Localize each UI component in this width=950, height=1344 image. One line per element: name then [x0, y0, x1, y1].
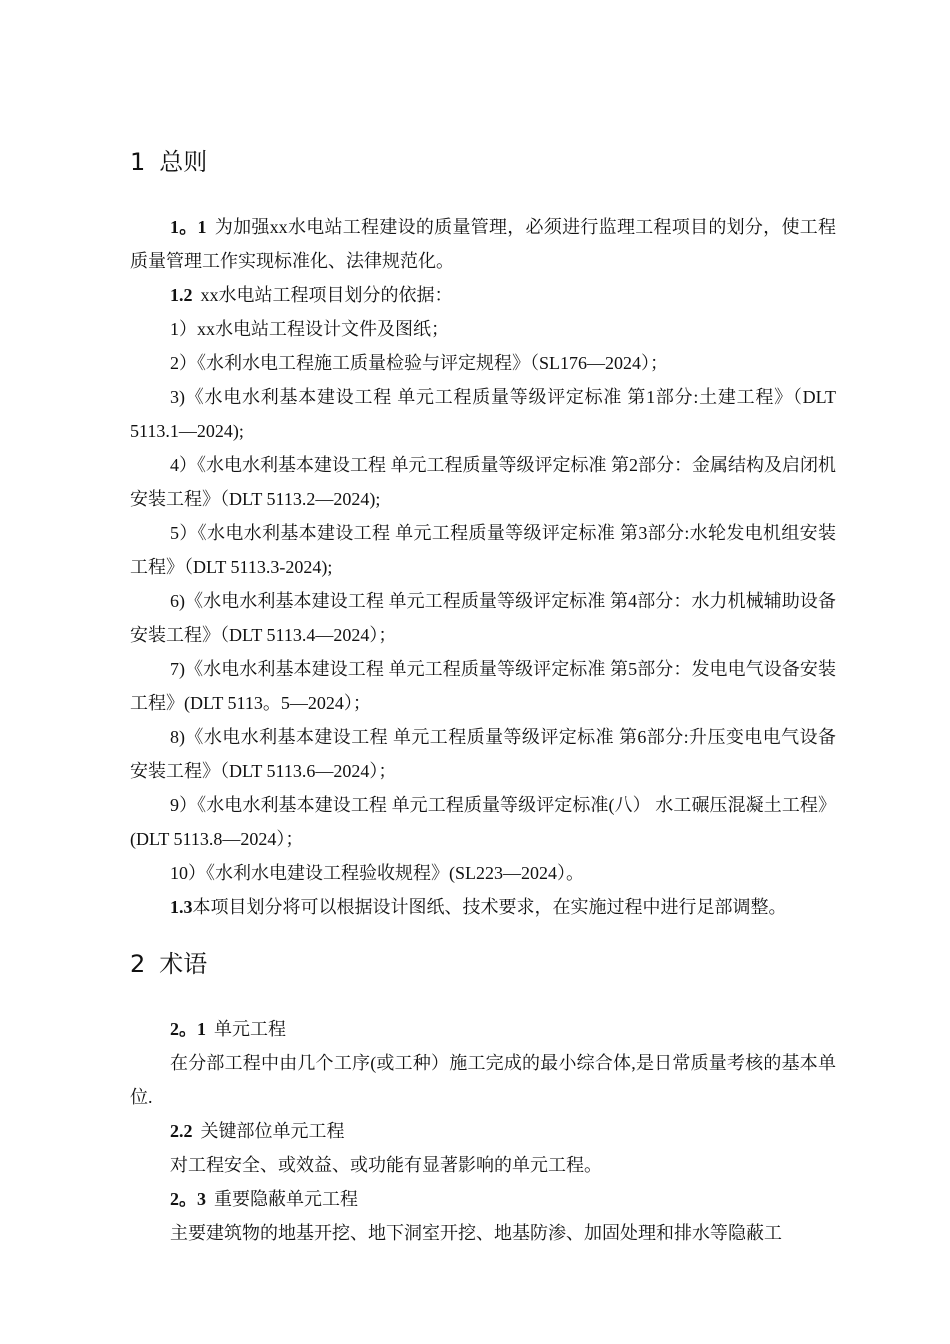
reference-item: 4）《水电水利基本建设工程 单元工程质量等级评定标准 第2部分：金属结构及启闭机安装工程》（DLT 5113.2—2024); [130, 455, 836, 509]
section-1-body [130, 210, 836, 924]
reference-item: 6)《水电水利基本建设工程 单元工程质量等级评定标准 第4部分：水力机械辅助设备安装工程》（DLT 5113.4—2024）； [130, 591, 836, 645]
term-number: 2。3 [170, 1189, 206, 1209]
term-name: 单元工程 [214, 1019, 286, 1039]
term-heading [130, 1012, 836, 1046]
section-number: 2 [130, 950, 146, 978]
reference-item: 3)《水电水利基本建设工程 单元工程质量等级评定标准 第1部分:土建工程》（DLT 5113.1—2024); [130, 387, 836, 441]
clause-number: 1。1 [170, 217, 207, 237]
term-number: 2.2 [170, 1121, 193, 1141]
clause-text: xx水电站工程项目划分的依据： [200, 285, 453, 305]
clause-1-2 [130, 278, 836, 312]
reference-item: 1）xx水电站工程设计文件及图纸； [170, 319, 449, 339]
term-definition: 在分部工程中由几个工序(或工种）施工完成的最小综合体,是日常质量考核的基本单位. [130, 1053, 836, 1107]
clause-text: 本项目划分将可以根据设计图纸、技术要求，在实施过程中进行足部调整。 [192, 897, 787, 917]
reference-item: 10）《水利水电建设工程验收规程》(SL223—2024）。 [170, 863, 584, 883]
term-name: 关键部位单元工程 [200, 1121, 345, 1141]
section-number: 1 [130, 148, 146, 176]
clause-number: 1.2 [170, 285, 193, 305]
section-2-heading [130, 944, 207, 979]
section-title: 总则 [159, 148, 208, 176]
clause-1-3 [130, 890, 836, 924]
reference-item: 8)《水电水利基本建设工程 单元工程质量等级评定标准 第6部分:升压变电电气设备安装工程》（DLT 5113.6—2024）； [130, 727, 836, 781]
section-1-heading [130, 142, 207, 177]
section-title: 术语 [159, 950, 208, 978]
section-2-body [130, 1012, 836, 1250]
term-definition: 主要建筑物的地基开挖、地下洞室开挖、地基防渗、加固处理和排水等隐蔽工 [170, 1223, 782, 1243]
reference-item: 2）《水利水电工程施工质量检验与评定规程》（SL176—2024）； [170, 353, 669, 373]
term-heading [130, 1182, 836, 1216]
term-number: 2。1 [170, 1019, 206, 1039]
reference-item: 5）《水电水利基本建设工程 单元工程质量等级评定标准 第3部分:水轮发电机组安装工程》（DLT 5113.3-2024); [130, 523, 836, 577]
reference-item: 9）《水电水利基本建设工程 单元工程质量等级评定标准(八） 水工碾压混凝土工程》(DLT 5113.8—2024）； [130, 795, 836, 849]
term-heading [130, 1114, 836, 1148]
term-name: 重要隐蔽单元工程 [214, 1189, 358, 1209]
term-definition: 对工程安全、或效益、或功能有显著影响的单元工程。 [170, 1155, 602, 1175]
clause-1-1 [130, 210, 836, 278]
clause-text: 为加强xx水电站工程建设的质量管理，必须进行监理工程项目的划分，使工程质量管理工作实现标准化、法律规范化。 [130, 217, 837, 271]
reference-item: 7)《水电水利基本建设工程 单元工程质量等级评定标准 第5部分：发电电气设备安装工程》(DLT 5113。5—2024）； [130, 659, 836, 713]
clause-number: 1.3 [170, 897, 193, 917]
